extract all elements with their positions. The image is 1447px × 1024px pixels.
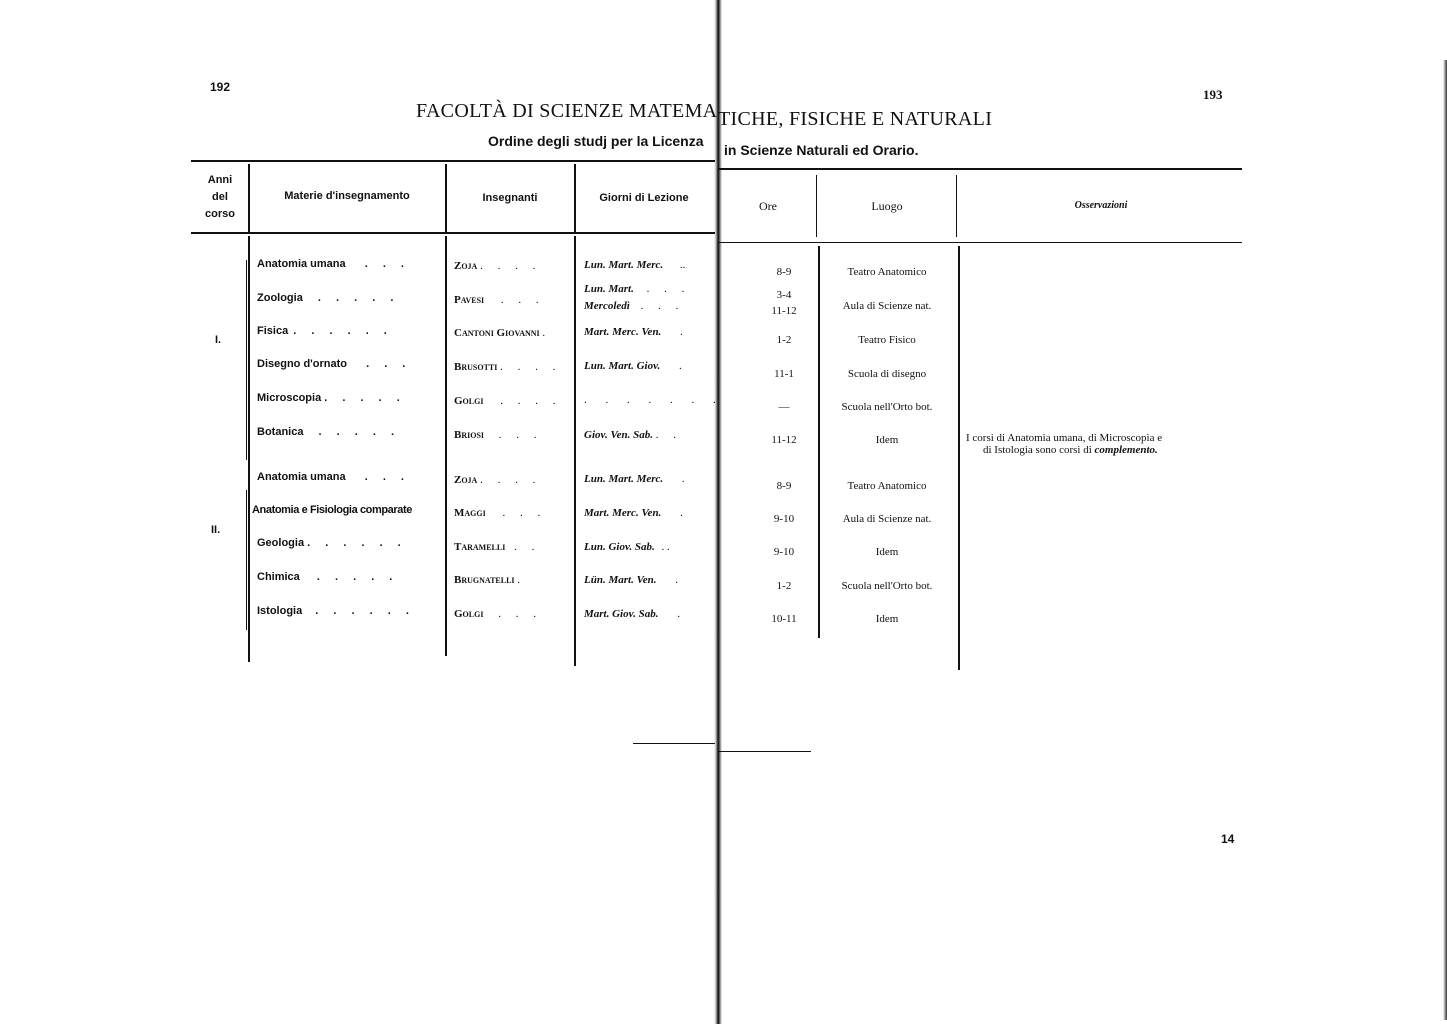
leader-dots: . xyxy=(675,574,678,586)
table-row-place: Scuola nell'Orto bot. xyxy=(841,401,933,413)
header-luogo: Luogo xyxy=(871,199,903,213)
table-header-rule-right xyxy=(718,242,1242,243)
table-row-days xyxy=(584,283,690,295)
table-row-place: Idem xyxy=(875,546,899,558)
page-edge xyxy=(1443,60,1447,1020)
teacher-label: Pavesi xyxy=(454,294,485,306)
title-left: FACOLTÀ DI SCIENZE MATEMA xyxy=(416,100,718,122)
leader-dots: . xyxy=(680,507,683,519)
leader-dots: . xyxy=(681,473,685,485)
leader-dots: . . . xyxy=(364,258,410,270)
observation-emphasis: complemento. xyxy=(1094,444,1158,456)
table-row-subject xyxy=(257,471,410,483)
table-row-days xyxy=(584,300,684,312)
header-anni-line: Anni xyxy=(207,174,233,186)
year-label: II. xyxy=(211,524,221,536)
table-row-days xyxy=(584,326,683,338)
table-row-days xyxy=(584,473,685,485)
leader-dots: . xyxy=(517,574,521,586)
title-right: TICHE, FISICHE E NATURALI xyxy=(718,108,993,130)
table-row-place: Teatro Anatomico xyxy=(847,480,927,492)
leader-dots: . . . xyxy=(646,283,691,295)
teacher-label: Brugnatelli xyxy=(454,574,515,586)
column-divider xyxy=(956,175,957,237)
table-top-rule-right xyxy=(718,168,1242,170)
leader-dots: . . . . . . xyxy=(293,325,393,337)
table-row-place: Aula di Scienze nat. xyxy=(842,513,932,525)
table-row-place: Scuola nell'Orto bot. xyxy=(841,580,933,592)
teacher-label: Golgi xyxy=(454,395,484,407)
table-row-days xyxy=(584,394,724,406)
subject-label: Microscopia xyxy=(257,392,322,404)
table-row-place: Teatro Fisico xyxy=(858,334,916,346)
leader-dots: . . . . xyxy=(480,260,542,272)
leader-dots: . . . xyxy=(498,608,542,620)
days-label: Mercoledì xyxy=(584,300,630,312)
table-header-rule-left xyxy=(191,232,715,234)
table-row-subject xyxy=(257,392,406,404)
leader-dots: . . . . . xyxy=(316,571,399,583)
table-row-hours: 11-12 xyxy=(771,305,797,317)
days-label: Mart. Giov. Sab. xyxy=(584,608,659,620)
table-row-place: Scuola di disegno xyxy=(847,368,927,380)
table-row-teacher xyxy=(454,608,542,620)
subtitle-right: in Scienze Naturali ed Orario. xyxy=(724,142,919,158)
teacher-label: Briosi xyxy=(454,429,485,441)
teacher-label: Zoja xyxy=(454,474,478,486)
table-row-teacher xyxy=(454,429,543,441)
leader-dots: . . . . . . . xyxy=(584,394,724,406)
column-divider xyxy=(445,236,447,656)
table-row-place: Teatro Anatomico xyxy=(847,266,927,278)
table-row-place: Idem xyxy=(875,434,899,446)
subject-label: Geologia xyxy=(257,537,305,549)
table-row-hours: 11-1 xyxy=(774,368,794,380)
table-row-hours: 1-2 xyxy=(776,334,792,346)
year-brace xyxy=(246,260,247,460)
table-row-hours: 8-9 xyxy=(776,480,792,492)
year-brace xyxy=(246,490,247,630)
leader-dots: . . . . . . xyxy=(307,537,407,549)
table-row-hours: 8-9 xyxy=(776,266,792,278)
header-giorni: Giorni di Lezione xyxy=(599,192,689,204)
subject-label: Anatomia e Fisiologia comparate xyxy=(252,504,412,516)
table-row-days xyxy=(584,541,670,553)
table-row-hours: 10-11 xyxy=(771,613,797,625)
page-fold xyxy=(714,0,722,1024)
leader-dots: . . . xyxy=(366,358,412,370)
column-divider xyxy=(248,236,250,662)
days-label: Mart. Merc. Ven. xyxy=(584,326,662,338)
leader-dots: . . . . xyxy=(480,474,542,486)
table-row-teacher xyxy=(454,327,545,339)
column-divider xyxy=(574,236,576,666)
table-row-teacher xyxy=(454,361,561,373)
table-row-days xyxy=(584,259,685,271)
table-row-hours: 11-12 xyxy=(771,434,797,446)
table-top-rule-left xyxy=(191,160,715,162)
teacher-label: Brusotti xyxy=(454,361,498,373)
table-row-hours: 1-2 xyxy=(776,580,792,592)
teacher-label: Zoja xyxy=(454,260,478,272)
leader-dots: . . . xyxy=(500,294,545,306)
leader-dots: . xyxy=(679,360,682,372)
days-label: Mart. Merc. Ven. xyxy=(584,507,662,519)
leader-dots: . . . . . xyxy=(318,426,401,438)
teacher-label: Maggi xyxy=(454,507,486,519)
table-row-teacher xyxy=(454,260,541,272)
table-row-subject xyxy=(257,292,399,304)
leader-dots: . . xyxy=(661,541,670,553)
leader-dots: . . . xyxy=(364,471,410,483)
column-divider xyxy=(816,175,817,237)
end-rule-right xyxy=(718,751,811,752)
leader-dots: . . . . . . xyxy=(315,605,415,617)
table-row-days xyxy=(584,429,682,441)
leader-dots: . . xyxy=(514,541,541,553)
subject-label: Anatomia umana xyxy=(257,471,346,483)
days-label: Giov. Ven. Sab. xyxy=(584,429,653,441)
table-row-teacher xyxy=(454,507,546,519)
table-row-days xyxy=(584,360,682,372)
table-row-subject xyxy=(257,426,400,438)
leader-dots: . . . . xyxy=(500,395,562,407)
leader-dots: .. xyxy=(679,259,686,271)
table-row-subject xyxy=(257,258,410,270)
observation-line: I corsi di Anatomia umana, di Microscopia e xyxy=(966,432,1163,444)
days-label: Lun. Mart. Giov. xyxy=(584,360,661,372)
table-row-hours: 3-4 xyxy=(776,289,792,301)
teacher-label: Taramelli xyxy=(454,541,506,553)
end-rule-left xyxy=(633,743,715,744)
header-insegnanti: Insegnanti xyxy=(482,192,538,204)
year-label: I. xyxy=(215,334,222,346)
table-row-subject xyxy=(257,325,393,337)
table-row-days xyxy=(584,507,683,519)
header-anni-line: del xyxy=(212,191,228,203)
table-row-hours: — xyxy=(778,401,790,413)
column-divider xyxy=(445,164,447,232)
table-row-teacher xyxy=(454,294,545,306)
leader-dots: . xyxy=(542,327,546,339)
table-row-hours: 9-10 xyxy=(773,513,795,525)
table-row-teacher xyxy=(454,474,541,486)
table-row-subject xyxy=(252,504,412,516)
subject-label: Disegno d'ornato xyxy=(257,358,348,370)
header-ore: Ore xyxy=(759,199,777,213)
table-row-teacher xyxy=(454,541,540,553)
table-row-subject xyxy=(257,358,411,370)
table-row-teacher xyxy=(454,395,561,407)
header-anni-line: corso xyxy=(205,208,235,220)
table-row-place: Aula di Scienze nat. xyxy=(842,300,932,312)
subject-label: Chimica xyxy=(257,571,300,583)
subject-label: Anatomia umana xyxy=(257,258,346,270)
leader-dots: . xyxy=(677,608,680,620)
footer-page-number: 14 xyxy=(1221,832,1235,846)
leader-dots: . . . xyxy=(498,429,543,441)
observation-line xyxy=(966,444,1162,456)
subject-label: Istologia xyxy=(257,605,303,617)
table-row-hours: 9-10 xyxy=(773,546,795,558)
header-osservazioni: Osservazioni xyxy=(1074,200,1128,211)
leader-dots: . xyxy=(680,326,683,338)
table-row-subject xyxy=(257,605,415,617)
leader-dots: . . . . . xyxy=(317,292,400,304)
column-divider xyxy=(248,164,250,232)
header-materie: Materie d'insegnamento xyxy=(284,190,410,202)
leader-dots: . . xyxy=(655,429,682,441)
subject-label: Botanica xyxy=(257,426,304,438)
teacher-label: Cantoni Giovanni xyxy=(454,327,540,339)
table-row-days xyxy=(584,574,678,586)
page-number-left: 192 xyxy=(210,80,231,94)
column-divider xyxy=(574,164,576,232)
table-row-subject xyxy=(257,571,398,583)
table-row-place: Idem xyxy=(875,613,899,625)
days-label: Lun. Mart. Merc. xyxy=(584,259,664,271)
table-row-subject xyxy=(257,537,407,549)
observation-text: di Istologia sono corsi di xyxy=(983,444,1092,456)
table-row-teacher xyxy=(454,574,520,586)
days-label: Lun. Mart. xyxy=(584,283,634,295)
subject-label: Fisica xyxy=(257,325,289,337)
leader-dots: . . . xyxy=(502,507,547,519)
teacher-label: Golgi xyxy=(454,608,484,620)
header-anni xyxy=(196,172,244,223)
observation-note xyxy=(966,432,1162,456)
leader-dots: . . . . . xyxy=(324,392,406,404)
leader-dots: . . . xyxy=(640,300,685,312)
days-label: Lun. Giov. Sab. xyxy=(584,541,655,553)
table-row-days xyxy=(584,608,680,620)
days-label: Lün. Mart. Ven. xyxy=(584,574,657,586)
column-divider xyxy=(958,246,960,670)
subtitle-left: Ordine degli studj per la Licenza xyxy=(488,133,704,149)
page-number-right: 193 xyxy=(1203,87,1223,102)
leader-dots: . . . . xyxy=(500,361,562,373)
days-label: Lun. Mart. Merc. xyxy=(584,473,664,485)
subject-label: Zoologia xyxy=(257,292,303,304)
